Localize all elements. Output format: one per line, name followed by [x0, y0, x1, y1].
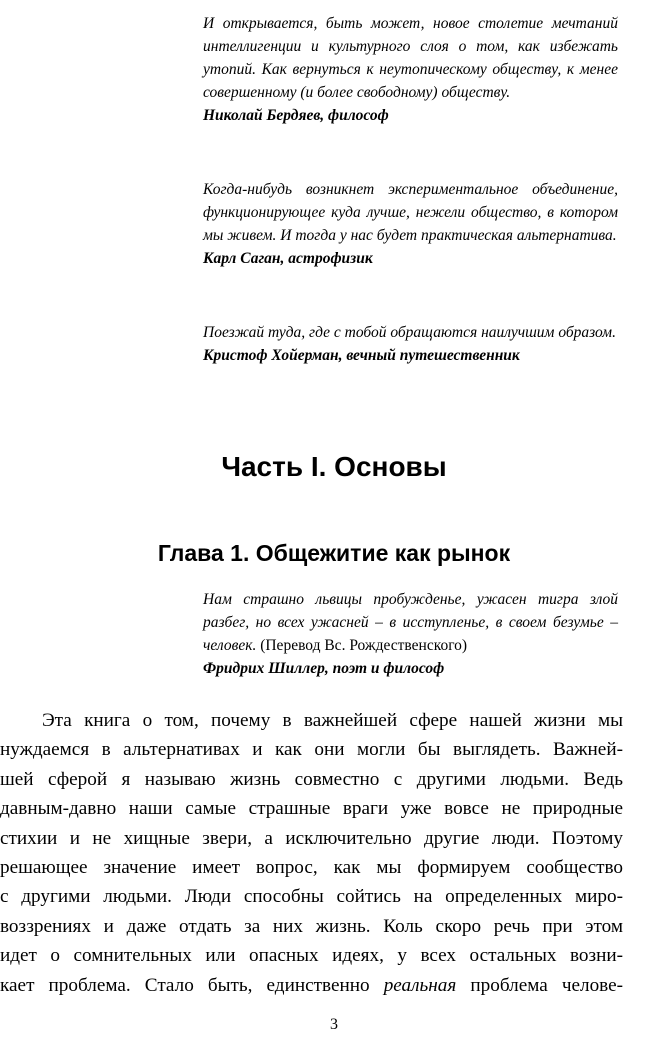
body-line: идет о сомнительных или опасных идеях, у всех остальных возни-: [0, 945, 623, 967]
body-line-text: кает проблема. Стало быть, единственно: [0, 974, 370, 996]
epigraph-quote: [203, 12, 618, 104]
epigraph-author: Фридрих Шиллер, поэт и философ: [203, 660, 445, 677]
epigraph-heuermann: [203, 321, 618, 367]
epigraph-quote: [203, 178, 618, 247]
quote-line: Когда-нибудь возникнет экспериментальное: [203, 181, 519, 198]
body-line: воззрениях и даже отдать за них жизнь. Коль скоро речь при этом: [0, 915, 623, 937]
body-line: шей сферой я называю жизнь совместно с другими людьми. Ведь: [0, 768, 623, 790]
part-title: Часть I. Основы: [221, 451, 447, 482]
quote-line: образом.: [558, 324, 616, 341]
epigraph-author: Кристоф Хойерман, вечный путешественник: [203, 347, 520, 364]
page-number: 3: [330, 1016, 338, 1033]
body-line: решающее значение имеет вопрос, как мы формируем сообщество: [0, 857, 623, 879]
epigraph-quote: [203, 321, 618, 344]
epigraph-schiller: [203, 588, 618, 680]
quote-line: мечтаний интеллигенции и культурного слоя о том,: [203, 15, 618, 55]
emphasis-word: реальная: [383, 974, 457, 996]
body-paragraph: [0, 706, 624, 1000]
chapter-title: Глава 1. Общежитие как рынок: [157, 540, 511, 566]
epigraph-author: Карл Саган, астрофизик: [203, 250, 373, 267]
body-line: давным-давно наши самые страшные враги уже вовсе не природные: [0, 798, 623, 820]
quote-line: объединение, функционирующее куда лучше, нежели: [203, 181, 618, 221]
quote-line: обществу.: [441, 84, 511, 101]
quote-line: злой разбег, но всех ужасней – в исступленье, в своем: [203, 591, 619, 631]
body-line: нуждаемся в альтернативах и как они могли бы выглядеть. Важней-: [0, 739, 623, 761]
body-line: с другими людьми. Люди способны сойтись на определенных миро-: [0, 886, 623, 908]
epigraph-quote: [203, 588, 618, 657]
quote-line: обществу, к менее совершенному (и более свободному): [203, 61, 619, 101]
body-line-text: проблема челове-: [470, 974, 624, 996]
epigraph-sagan: [203, 178, 618, 270]
body-line: [0, 971, 623, 1000]
quote-line: общество, в котором мы живем. И тогда у нас будет: [203, 204, 618, 244]
epigraph-author: Николай Бердяев, философ: [203, 107, 389, 124]
quote-line: безумье – человек.: [203, 614, 618, 654]
epigraph-berdyaev: [203, 12, 618, 127]
quote-line: как избежать утопий. Как вернуться к неутопическому: [203, 38, 618, 78]
translation-note: (Перевод Вс. Рождественского): [260, 637, 468, 654]
quote-line: И открывается, быть может, новое столетие: [203, 15, 544, 32]
body-line: Эта книга о том, почему в важнейшей сфере нашей жизни мы: [42, 710, 623, 731]
quote-line: практическая альтернатива.: [420, 227, 617, 244]
quote-line: Нам страшно львицы пробужденье, ужасен тигра: [203, 591, 579, 608]
body-line: стихии и не хищные звери, а исключительно другие люди. Поэтому: [0, 827, 623, 849]
quote-line: Поезжай туда, где с тобой обращаются наилучшим: [203, 324, 555, 341]
